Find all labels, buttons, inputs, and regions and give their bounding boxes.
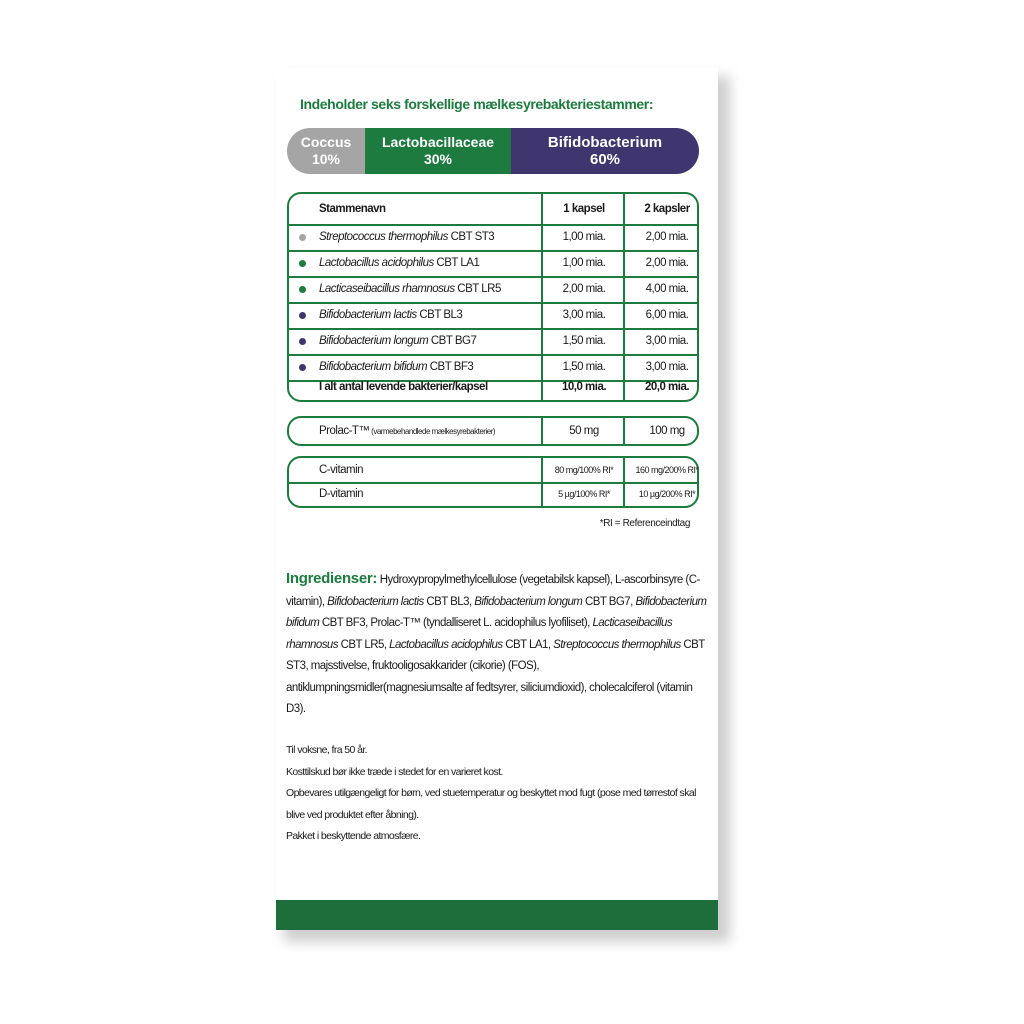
strain-name: Streptococcus thermophilus CBT ST3 xyxy=(319,231,495,243)
strain-dot-icon xyxy=(299,260,306,267)
table-row xyxy=(289,250,697,276)
value-one-capsule: 1,50 mia. xyxy=(562,335,606,347)
value-two-capsules: 3,00 mia. xyxy=(645,361,689,373)
strain-dot-icon xyxy=(299,364,306,371)
value-two-capsules: 2,00 mia. xyxy=(645,257,689,269)
note-line: Kosttilskud bør ikke træde i stedet for en varieret kost. xyxy=(286,765,503,778)
segment-coccus xyxy=(287,128,365,174)
value-two-capsules: 3,00 mia. xyxy=(645,335,689,347)
note-line: Til voksne, fra 50 år. xyxy=(286,744,367,756)
table-row xyxy=(289,276,697,302)
segment-lactobacillaceae xyxy=(365,128,511,174)
value-two-capsules: 4,00 mia. xyxy=(645,283,689,295)
prolac-table xyxy=(287,416,699,446)
segment-bifidobacterium xyxy=(511,128,699,174)
note-line: Opbevares utilgængeligt for børn, ved stuetemperatur og beskyttet mod fugt (pose med tørrestof skal blive ved produktet efter åbning). xyxy=(286,787,696,821)
vitamin-two-capsules: 160 mg/200% RI* xyxy=(635,465,699,475)
prolac-label: Prolac-T™ (varmebehandlede mælkesyrebakterier) xyxy=(319,425,496,437)
vitamin-label: C-vitamin xyxy=(319,464,364,476)
segment-bifidobacterium-percent: 60% xyxy=(589,151,621,168)
strain-name: Bifidobacterium longum CBT BG7 xyxy=(319,335,477,347)
total-two-capsules: 20,0 mia. xyxy=(644,381,690,393)
prolac-two-capsules: 100 mg xyxy=(649,425,685,437)
strain-name: Lacticaseibacillus rhamnosus CBT LR5 xyxy=(319,283,501,295)
prolac-one-capsule: 50 mg xyxy=(569,425,599,437)
ingredients-label: Ingredienser: xyxy=(286,570,378,587)
product-label-card xyxy=(276,68,718,930)
segment-lactobacillaceae-percent: 30% xyxy=(423,151,453,167)
value-one-capsule: 3,00 mia. xyxy=(562,309,606,321)
segment-lactobacillaceae-name: Lactobacillaceae xyxy=(381,134,495,150)
segment-coccus-percent: 10% xyxy=(311,151,341,167)
value-one-capsule: 1,00 mia. xyxy=(562,257,606,269)
vitamin-table xyxy=(287,456,699,508)
ri-footnote: *RI = Referenceindtag xyxy=(599,518,690,529)
segment-coccus-name: Coccus xyxy=(300,134,352,150)
composition-bar xyxy=(287,128,699,174)
vitamin-one-capsule: 80 mg/100% RI* xyxy=(554,465,614,475)
segment-bifidobacterium-name: Bifidobacterium xyxy=(547,134,663,151)
table-row xyxy=(289,224,697,250)
strain-dot-icon xyxy=(299,286,306,293)
table-header xyxy=(289,196,697,222)
strain-dot-icon xyxy=(299,338,306,345)
vitamin-row xyxy=(289,458,697,482)
strain-table xyxy=(287,192,699,402)
strain-name: Lactobacillus acidophilus CBT LA1 xyxy=(319,257,480,269)
table-row xyxy=(289,328,697,354)
value-one-capsule: 2,00 mia. xyxy=(562,283,606,295)
table-row xyxy=(289,302,697,328)
value-one-capsule: 1,50 mia. xyxy=(562,361,606,373)
ingredients-paragraph: Ingredienser: Hydroxypropylmethylcellulose (vegetabilsk kapsel), L-ascorbinsyre (C-vitamin), Bifidobacterium lactis CBT BL3, Bifidobacterium longum CBT BG7, Bifidobacterium bifidum CBT BF3, Prolac-T™ (tyndalliseret L. acidophilus lyofiliset), Lacticaseibacillus rhamnosus CBT LR5, Lactobacillus acidophilus CBT LA1, Streptococcus thermophilus CBT ST3, majsstivelse, fruktooligosakkarider (cikorie) (FOS), antiklumpningsmidler(magnesiumsalte af fedtsyrer, siliciumdioxid), cholecalciferol (vitamin D3). xyxy=(286,570,707,715)
table-total-row xyxy=(289,374,697,400)
strains-heading: Indeholder seks forskellige mælkesyrebakteriestammer: xyxy=(300,96,654,112)
vitamin-row xyxy=(289,482,697,506)
usage-notes xyxy=(286,740,710,848)
prolac-row xyxy=(289,418,697,444)
value-one-capsule: 1,00 mia. xyxy=(562,231,606,243)
strain-name: Bifidobacterium bifidum CBT BF3 xyxy=(319,361,474,373)
header-strain-name: Stammenavn xyxy=(319,203,386,215)
total-one-capsule: 10,0 mia. xyxy=(561,381,607,393)
strain-dot-icon xyxy=(299,312,306,319)
vitamin-label: D-vitamin xyxy=(319,488,364,500)
header-one-capsule: 1 kapsel xyxy=(563,203,605,215)
value-two-capsules: 2,00 mia. xyxy=(645,231,689,243)
value-two-capsules: 6,00 mia. xyxy=(645,309,689,321)
total-label: I alt antal levende bakterier/kapsel xyxy=(319,381,488,393)
note-line: Pakket i beskyttende atmosfære. xyxy=(286,830,421,842)
vitamin-one-capsule: 5 µg/100% RI* xyxy=(558,489,610,499)
header-two-capsules: 2 kapsler xyxy=(644,203,690,215)
strain-name: Bifidobacterium lactis CBT BL3 xyxy=(319,309,463,321)
footer-band xyxy=(276,900,718,930)
vitamin-two-capsules: 10 µg/200% RI* xyxy=(638,489,696,499)
strain-dot-icon xyxy=(299,234,306,241)
